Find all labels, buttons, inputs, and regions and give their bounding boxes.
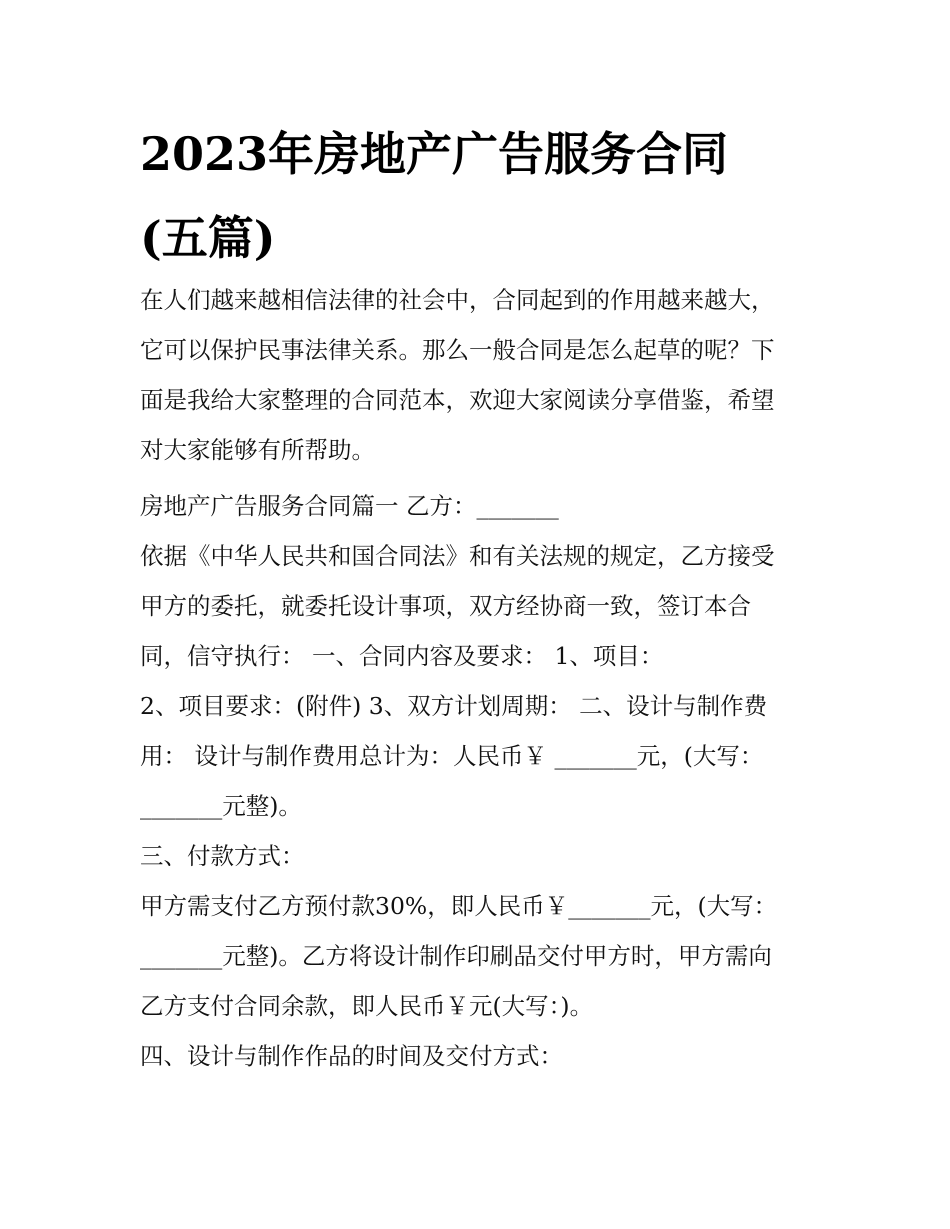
intro-line-1: 在人们越来越相信法律的社会中，合同起到的作用越来越大， [140, 286, 775, 314]
intro-paragraph [140, 275, 820, 475]
intro-line-3: 面是我给大家整理的合同范本，欢迎大家阅读分享借鉴，希望 [140, 386, 775, 414]
delivery-heading: 四、设计与制作作品的时间及交付方式： [140, 1042, 563, 1070]
basis-line-1: 依据《中华人民共和国合同法》和有关法规的规定，乙方接受 [140, 542, 775, 570]
contract-basis-paragraph [140, 531, 820, 681]
payment-paragraph [140, 881, 820, 1031]
section1-heading: 房地产广告服务合同篇一 乙方：_______ [140, 492, 559, 520]
fee-paragraph [140, 681, 820, 831]
document-title [140, 112, 820, 280]
basis-line-2: 甲方的委托，就委托设计事项，双方经协商一致，签订本合 [140, 592, 751, 620]
title-line-2: (五篇) [140, 211, 276, 265]
title-line-1: 2023年房地产广告服务合同 [140, 127, 729, 181]
intro-line-2: 它可以保护民事法律关系。那么一般合同是怎么起草的呢？下 [140, 336, 775, 364]
basis-line-3: 同，信守执行： 一、合同内容及要求： 1、项目： [140, 642, 664, 670]
fee-line-2: 用： 设计与制作费用总计为：人民币￥ _______元，(大写： [140, 742, 764, 770]
payment-line-2: _______元整)。乙方将设计制作印刷品交付甲方时，甲方需向 [140, 942, 772, 970]
payment-heading: 三、付款方式： [140, 842, 305, 870]
payment-line-1: 甲方需支付乙方预付款30%，即人民币￥_______元，(大写： [140, 892, 778, 920]
fee-line-1: 2、项目要求：(附件) 3、双方计划周期： 二、设计与制作费 [140, 692, 768, 720]
intro-line-4: 对大家能够有所帮助。 [140, 436, 375, 464]
fee-line-3: _______元整)。 [140, 792, 302, 820]
payment-line-3: 乙方支付合同余款，即人民币￥元(大写：)。 [140, 992, 594, 1020]
